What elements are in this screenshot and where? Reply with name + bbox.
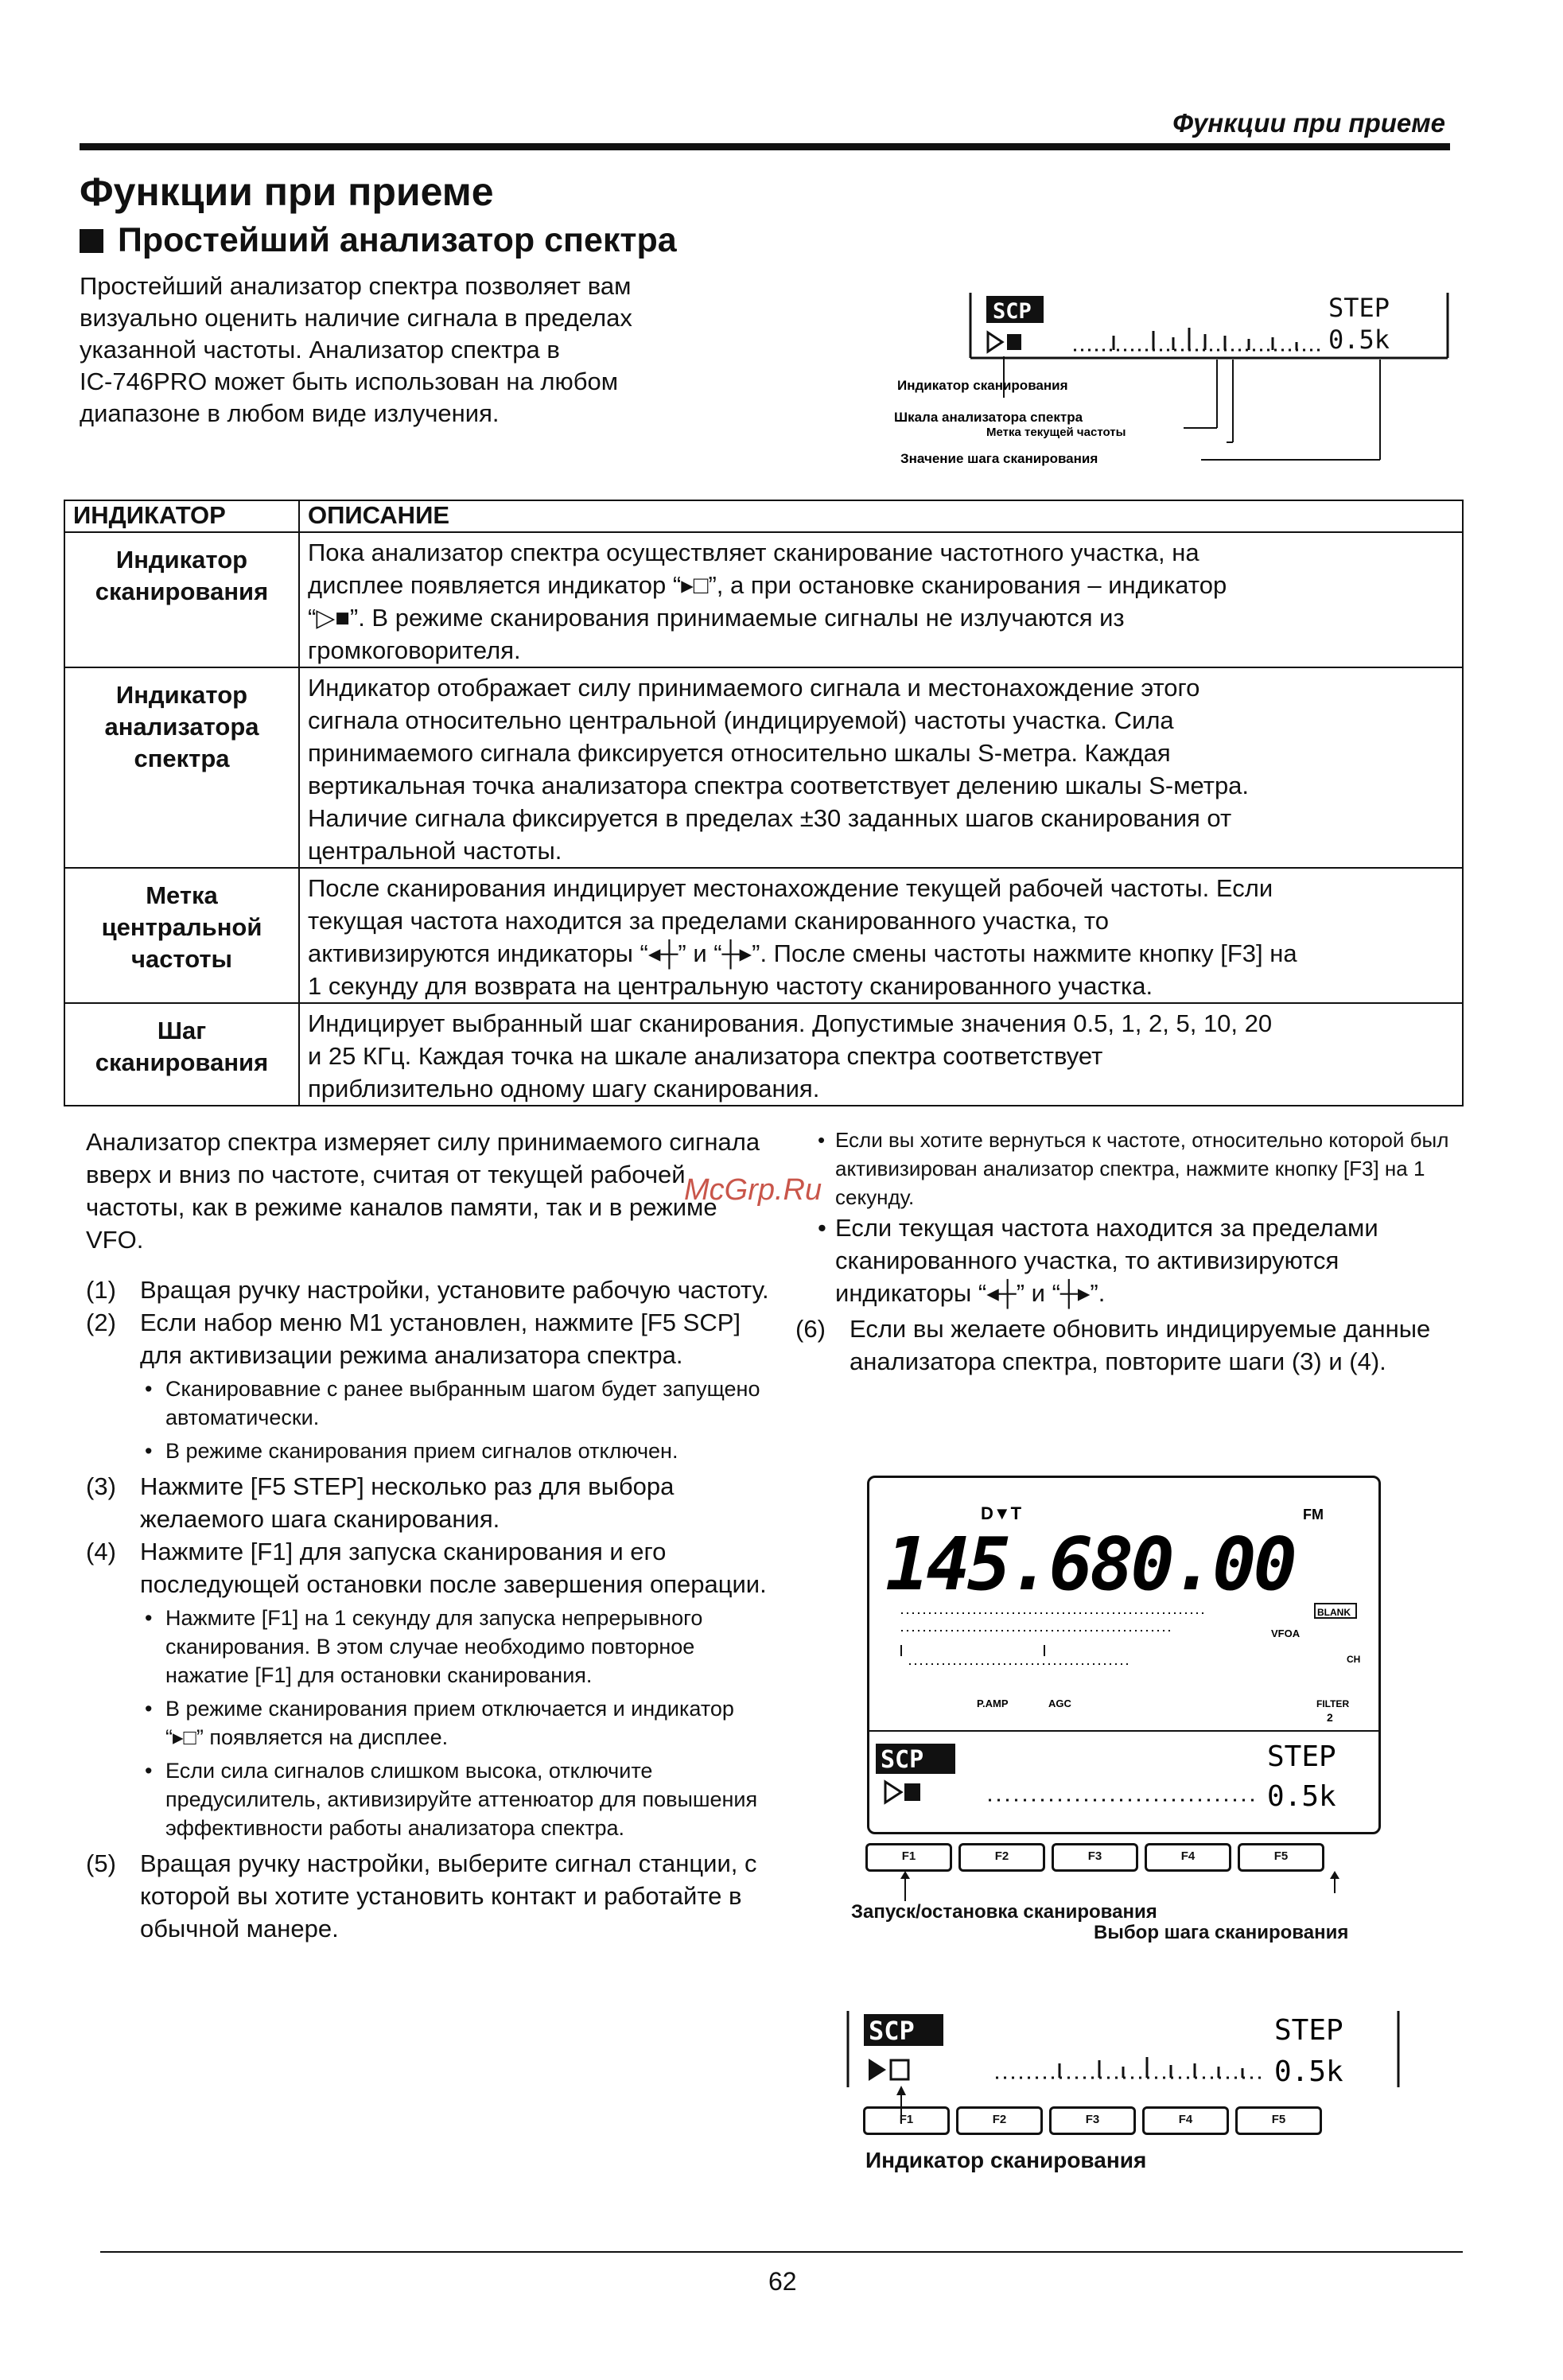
description-line: Индикатор отображает силу принимаемого сигнала и местонахождение этого [308,674,1200,702]
description-line: текущая частота находится за пределами сканированного участка, то [308,907,1110,935]
step-number: (1) [86,1276,116,1304]
step-text: Нажмите [F5 STEP] несколько раз для выбора желаемого шага сканирования. [140,1472,675,1533]
description-line: и 25 КГц. Каждая точка на шкале анализатора спектра соответствует [308,1042,1103,1070]
spectrum-scale [1074,328,1324,350]
note-item: • Сканировавние с ранее выбранным шагом будет запущено автоматически. [140,1375,770,1432]
spectrum-diagram [883,286,1456,477]
description-line: активизируются индикаторы “◂┼” и “┼▸”. После смены частоты нажмите кнопку [F3] на [308,939,1297,967]
step-number: (2) [86,1309,116,1336]
table-header-description: ОПИСАНИЕ [299,500,1463,532]
spectrum-scale [996,2057,1266,2078]
callout-spectrum-scale: Шкала анализатора спектра [894,410,1083,425]
scan-indicator-icon [988,332,1021,352]
section-title [80,221,677,260]
note-item: • В режиме сканирования прием отключается и индикатор “▸□” появляется на дисплее. [140,1694,770,1752]
description-line: “▷■”. В режиме сканирования принимаемые сигналы не излучаются из [308,604,1125,632]
description-line: сигнала относительно центральной (индицируемой) частоты участка. Сила [308,706,1174,734]
note-item: • Нажмите [F1] на 1 секунду для запуска непрерывного сканирования. В этом случае необходимо повторное нажатие [F1] для остановки сканирования. [140,1604,770,1690]
table-cell-indicator [64,532,299,667]
f2-button[interactable]: F2 [956,2106,1043,2135]
step-text: Нажмите [F1] для запуска сканирования и его последующей остановки после завершения операции. [140,1538,767,1598]
step-4 [86,1535,770,1600]
f1-button[interactable]: F1 [865,1843,952,1872]
step-label: STEP [1267,1740,1336,1773]
description-line: громкоговорителя. [308,636,521,664]
step-value: 0.5k [1328,325,1390,355]
f5-button[interactable]: F5 [1238,1843,1324,1872]
table-cell-description [299,1003,1463,1106]
f1-button[interactable]: F1 [863,2106,950,2135]
indicator-line: Индикатор [115,681,248,709]
step-value: 0.5k [1274,2055,1343,2088]
description-line: вертикальная точка анализатора спектра соответствует делению шкалы S-метра. [308,772,1250,799]
table-header-indicator: ИНДИКАТОР [64,500,299,532]
step-text: Если вы желаете обновить индицируемые данные анализатора спектра, повторите шаги (3) и (4). [850,1315,1431,1375]
left-column [86,1126,770,1945]
step-2 [86,1306,770,1371]
callout-frequency-mark: Метка текущей частоты [986,426,1126,439]
table-cell-indicator [64,1003,299,1106]
scan-indicator-pointer [863,2082,974,2130]
intro-line: визуально оценить наличие сигнала в пределах [80,304,632,332]
table-header-row [64,500,1463,532]
lcd-graphic [869,1478,1378,1832]
indicator-line: спектра [134,745,230,772]
table-cell-indicator [64,667,299,868]
section-title-text: Простейший анализатор спектра [118,221,677,259]
description-line: центральной частоты. [308,837,562,865]
indicator-line: Шаг [157,1017,207,1044]
description-line: дисплее появляется индикатор “▸□”, а при остановке сканирования – индикатор [308,571,1227,599]
blank-label: BLANK [1317,1607,1351,1618]
intro-line: Простейший анализатор спектра позволяет вам [80,272,632,300]
filter-label: FILTER [1316,1698,1350,1709]
right-bullets [795,1126,1479,1309]
table-cell-description [299,667,1463,868]
watermark: McGrp.Ru [684,1173,822,1207]
page-title: Функции при приеме [80,169,494,214]
scp-label: SCP [993,299,1032,324]
step-3 [86,1470,770,1535]
indicator-table [64,500,1464,1106]
note-item: • В режиме сканирования прием сигналов отключен. [140,1437,770,1465]
mode-indicator: FM [1303,1507,1324,1522]
scp-label: SCP [881,1746,924,1774]
step-6 [795,1312,1479,1378]
table-row [64,532,1463,667]
scan-running-icon [869,2059,908,2081]
f2-button[interactable]: F2 [958,1843,1045,1872]
f4-button[interactable]: F4 [1142,2106,1229,2135]
fkey-arrows [865,1869,1343,1904]
vfo-indicator: VFOA [1271,1628,1301,1639]
intro-line: указанной частоты. Анализатор спектра в [80,336,560,364]
right-column [795,1126,1479,1378]
filter-number: 2 [1327,1711,1333,1724]
frequency-readout: 145.680.00 [885,1522,1294,1607]
indicator-line: центральной [101,913,262,941]
meter-scales [901,1613,1203,1664]
step-number: (6) [795,1315,826,1343]
header-rule [80,143,1450,150]
indicator-line: сканирования [95,578,269,605]
indicator-line: анализатора [104,713,259,741]
description-line: Индицирует выбранный шаг сканирования. Допустимые значения 0.5, 1, 2, 5, 10, 20 [308,1009,1273,1037]
ch-indicator: CH [1347,1654,1361,1665]
description-line: 1 секунду для возврата на центральную частоту сканированного участка. [308,972,1153,1000]
step-text: Если набор меню M1 установлен, нажмите [F5 SCP] для активизации режима анализатора спектра. [140,1309,741,1369]
caption-scan-indicator: Индикатор сканирования [865,2148,1147,2172]
step-1 [86,1274,770,1306]
callout-leaders [1004,356,1380,460]
function-keys-top [865,1843,1324,1872]
step-5 [86,1847,770,1945]
description-line: принимаемого сигнала фиксируется относительно шкалы S-метра. Каждая [308,739,1171,767]
square-bullet-icon [80,229,103,253]
spectrum-intro: Анализатор спектра измеряет силу принимаемого сигнала вверх и вниз по частоте, считая от текущей рабочей частоты, как в режиме каналов памяти, так и в режиме VFO. [86,1128,760,1254]
scan-stopped-icon [885,1782,920,1802]
table-row [64,868,1463,1003]
description-line: Наличие сигнала фиксируется в пределах ±30 заданных шагов сканирования от [308,804,1232,832]
table-row [64,667,1463,868]
intro-paragraph [80,270,795,430]
agc-label: AGC [1048,1698,1071,1709]
intro-line: диапазоне в любом виде излучения. [80,399,500,427]
caption-step-select: Выбор шага сканирования [1094,1922,1349,1943]
intro-line: IC-746PRO может быть использован на любом [80,368,619,395]
table-row [64,1003,1463,1106]
running-header: Функции при приеме [1172,108,1445,138]
callout-scan-indicator: Индикатор сканирования [897,378,1068,393]
page-number: 62 [768,2267,797,2296]
scp-label: SCP [869,2016,915,2046]
lcd-display [867,1476,1381,1834]
callout-step-value: Значение шага сканирования [900,451,1098,466]
footer-rule [100,2251,1463,2253]
indicator-line: сканирования [95,1048,269,1076]
indicator-line: Метка [146,881,218,909]
bullet-out-of-range: • Если текущая частота находится за пределами сканированного участка, то активизируются индикаторы “◂┼” и “┼▸”. [795,1211,1479,1309]
description-line: приблизительно одному шагу сканирования. [308,1075,820,1102]
scp-figure-bottom [845,2005,1402,2092]
description-line: Пока анализатор спектра осуществляет сканирование частотного участка, на [308,539,1199,566]
f3-button[interactable]: F3 [1049,2106,1136,2135]
description-line: После сканирования индицирует местонахождение текущей рабочей частоты. Если [308,874,1273,902]
table-cell-indicator [64,868,299,1003]
step-number: (3) [86,1472,116,1500]
step-text: Вращая ручку настройки, установите рабочую частоту. [140,1276,769,1304]
indicator-line: Индикатор [115,546,248,574]
step-value: 0.5k [1267,1780,1336,1813]
dt-indicator: D▼T [981,1503,1022,1523]
table-cell-description [299,868,1463,1003]
step-number: (5) [86,1849,116,1877]
f3-button[interactable]: F3 [1052,1843,1138,1872]
step-4-notes [140,1604,770,1842]
table-cell-description [299,532,1463,667]
caption-start-stop: Запуск/остановка сканирования [851,1901,1157,1923]
step-label: STEP [1328,293,1390,323]
step-label: STEP [1274,2014,1343,2047]
note-item: • Если сила сигналов слишком высока, отключите предусилитель, активизируйте аттенюатор для повышения эффективности работы анализатора спектра. [140,1756,770,1842]
f5-button[interactable]: F5 [1235,2106,1322,2135]
pamp-label: P.AMP [977,1698,1009,1709]
step-2-notes [140,1375,770,1465]
step-number: (4) [86,1538,116,1565]
bullet-return-frequency: • Если вы хотите вернуться к частоте, относительно которой был активизирован анализатор спектра, нажмите кнопку [F3] на 1 секунду. [795,1126,1479,1211]
step-text: Вращая ручку настройки, выберите сигнал станции, с которой вы хотите установить контакт и работайте в обычной манере. [140,1849,757,1942]
f4-button[interactable]: F4 [1145,1843,1231,1872]
indicator-line: частоты [130,945,233,973]
